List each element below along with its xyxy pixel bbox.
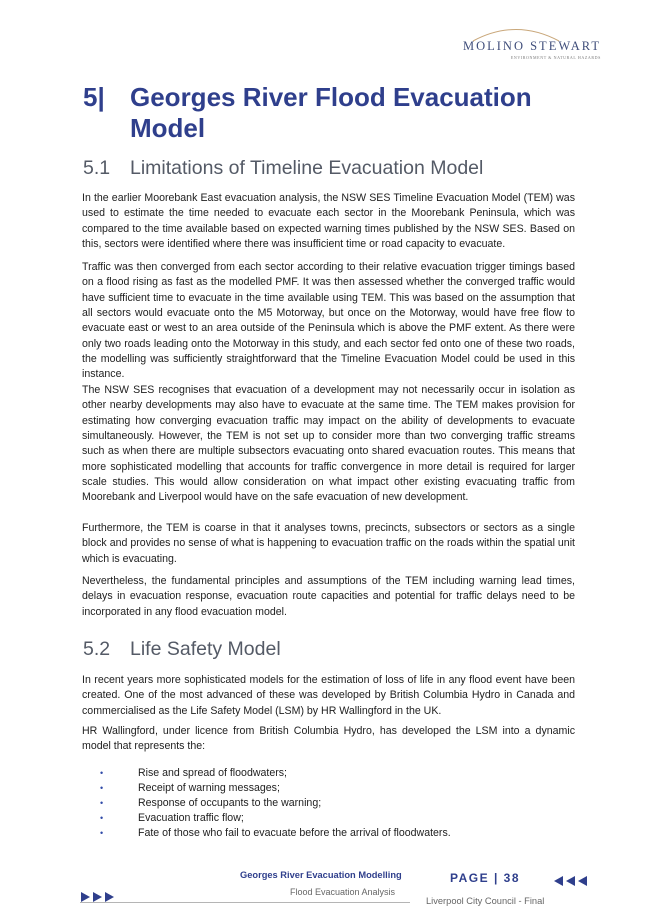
section-heading-5-2 xyxy=(83,638,281,661)
section-number: 5.1 xyxy=(83,157,111,179)
forward-arrows-icon xyxy=(81,891,117,903)
section-title: Limitations of Timeline Evacuation Model xyxy=(130,157,484,179)
paragraph: HR Wallingford, under licence from British Columbia Hydro, has developed the LSM into a dynamic model that represents the: xyxy=(82,725,575,753)
paragraph: In the earlier Moorebank East evacuation analysis, the NSW SES Timeline Evacuation Model (TEM) was used to estimate the time needed to evacuate each sector in the Moorebank Peninsula, which was compared to the time available based on expected warning times published by the NSW SES. Based on this, sectors were identified where there was insufficient time or road capacity to evacuate. xyxy=(82,192,575,251)
bullet-icon: • xyxy=(100,813,104,823)
bullet-icon: • xyxy=(100,768,104,778)
back-arrows-icon xyxy=(553,875,589,887)
bullet-icon: • xyxy=(100,798,104,808)
list-item-text: Fate of those who fail to evacuate before the arrival of floodwaters. xyxy=(138,827,451,839)
section-number: 5.2 xyxy=(83,638,111,660)
paragraph: In recent years more sophisticated models for the estimation of loss of life in any flood event have been created. One of the most advanced of these was developed by British Columbia Hydro in Canada and commercialised as the Life Safety Model (LSM) by HR Wallingford in the UK. xyxy=(82,674,575,717)
paragraph: Traffic was then converged from each sector according to their relative evacuation trigger timings based on a flood rising as fast as the modelled PMF. It was then assessed whether the converged traffic would have sufficient time to evacuate in the time available using TEM. This was based on the assumption that all sectors would evacuate onto the M5 Motorway, but once on the Motorway, would have free flow to evacuate east or west to an area outside of the Peninsula which is above the PMF extent. As there were only two roads leading onto the Motorway in this study, and each sector fed onto one of these two roads, the modelling was sufficiently straightforward that the Timeline Evacuation Model could be used in this instance. xyxy=(82,261,575,381)
paragraph: Furthermore, the TEM is coarse in that it analyses towns, precincts, subsectors or sectors as a single block and provides no sense of what is happening to evacuation traffic on the roads within the spatial unit which is evacuating. xyxy=(82,522,575,565)
list-item-text: Receipt of warning messages; xyxy=(138,782,280,794)
logo-tagline: ENVIRONMENT & NATURAL HAZARDS xyxy=(510,55,601,60)
paragraph: Nevertheless, the fundamental principles and assumptions of the TEM including warning lead times, delays in evacuation response, evacuation route capacities and potential for traffic delays need to be incorporated in any flood evacuation model. xyxy=(82,575,575,618)
section-heading-5-1 xyxy=(83,157,483,180)
footer-divider xyxy=(80,902,410,903)
bullet-icon: • xyxy=(100,828,104,838)
section-title: Life Safety Model xyxy=(130,638,281,660)
page-number: PAGE | 38 xyxy=(450,871,520,885)
footer-client: Liverpool City Council - Final xyxy=(426,896,545,906)
paragraph: The NSW SES recognises that evacuation of a development may not necessarily occur in isolation as other nearby developments may also have to evacuate at the same time. The TEM makes provision for estimating how converging evacuation traffic may impact on the ability of developments to evacuate simultaneously. However, the TEM is not set up to consider more than two converging traffic streams such as when there are multiple subsectors evacuating onto shared evacuation routes. This means that more sophisticated modelling that accounts for traffic convergence in more detail is required for larger scale studies. This would allow consideration on what impact other existing evacuating traffic from Moorebank and Liverpool would have on the safe evacuation of new development. xyxy=(82,384,575,504)
list-item-text: Evacuation traffic flow; xyxy=(138,812,244,824)
list-item-text: Response of occupants to the warning; xyxy=(138,797,322,809)
footer-report-title: Georges River Evacuation Modelling xyxy=(240,870,402,880)
footer-subtitle: Flood Evacuation Analysis xyxy=(290,887,396,897)
list-item-text: Rise and spread of floodwaters; xyxy=(138,767,287,779)
chapter-number: 5| xyxy=(83,82,105,112)
logo-name: MOLINO STEWART xyxy=(462,39,601,53)
bullet-icon: • xyxy=(100,783,104,793)
chapter-title: Georges River Flood Evacuation Model xyxy=(130,82,532,143)
company-logo xyxy=(451,24,601,64)
